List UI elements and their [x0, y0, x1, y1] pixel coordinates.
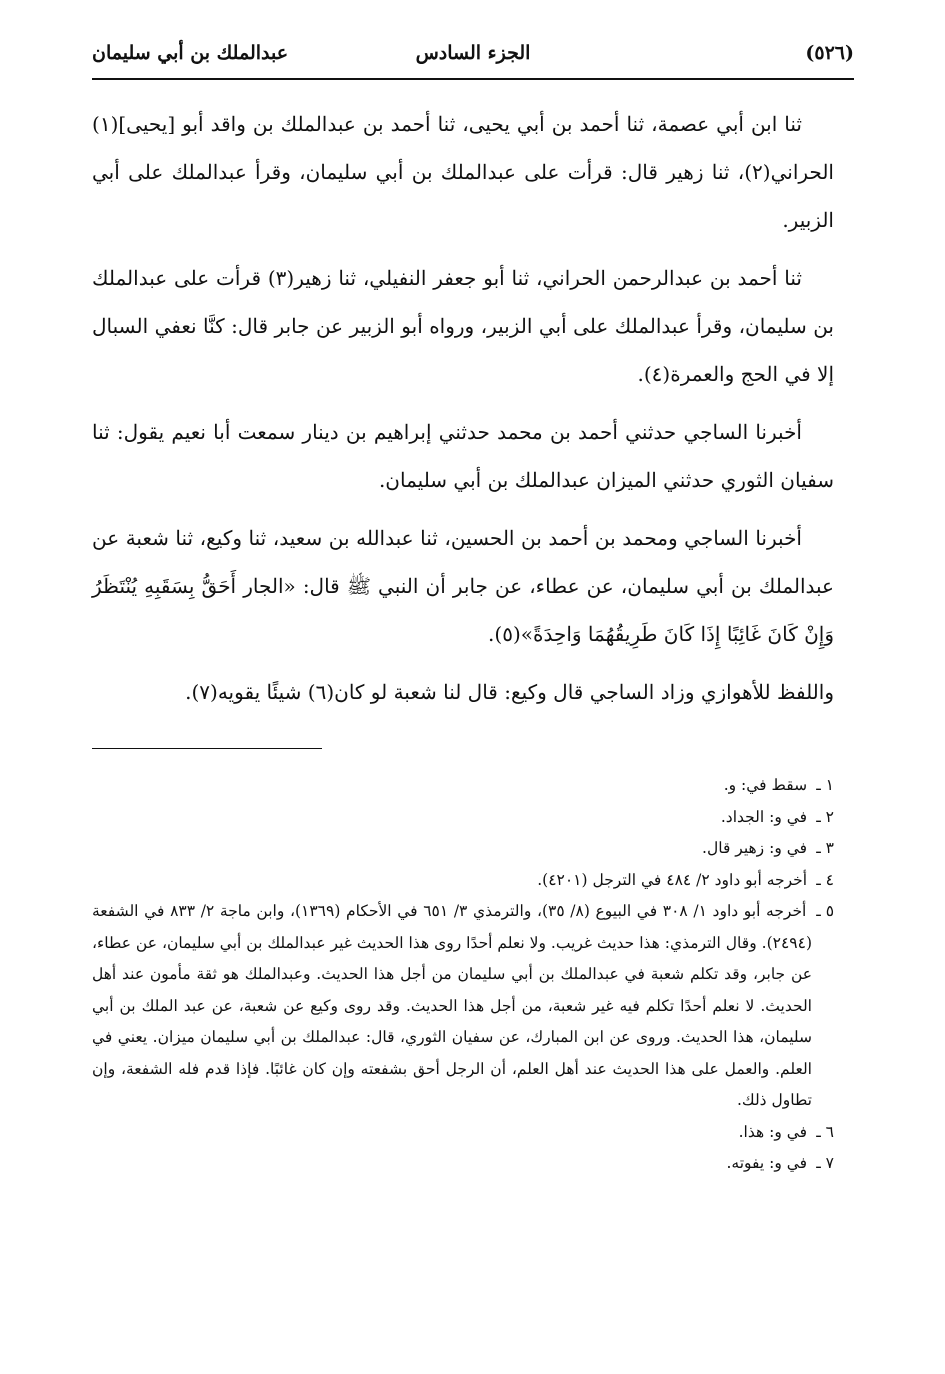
footnote-text: في و: الجداد.: [720, 807, 808, 826]
footnote-number: ٥ ـ: [816, 902, 835, 920]
footnote-1: [92, 770, 834, 802]
paragraph-3: أخبرنا الساجي حدثني أحمد بن محمد حدثني إبراهيم بن دينار سمعت أبا نعيم يقول: ثنا سفيان الثوري حدثني الميزان عبدالملك بن أبي سليمان.: [92, 420, 834, 492]
footnote-3: [92, 833, 834, 865]
footnote-5: [92, 896, 834, 1117]
paragraph-5: واللفظ للأهوازي وزاد الساجي قال وكيع: قال لنا شعبة لو كان(٦) شيئًا يقويه(٧).: [185, 680, 834, 704]
footnote-6: [92, 1117, 834, 1149]
footnote-number: ٣ ـ: [816, 839, 834, 857]
footnote-text: أخرجه أبو داود ٢/ ٤٨٤ في الترجل (٤٢٠١).: [537, 870, 808, 889]
page-number: (٥٢٦): [805, 42, 854, 64]
part-title: الجزء السادس: [415, 42, 531, 64]
paragraph-2: ثنا أحمد بن عبدالرحمن الحراني، ثنا أبو جعفر النفيلي، ثنا زهير(٣) قرأت على عبدالملك بن سليمان، وقرأ عبدالملك على أبي الزبير، ورواه أبو الزبير عن جابر قال: كنَّا نعفي السبال إلا في الحج والعمرة(٤).: [92, 266, 835, 386]
footnote-text: في و: زهير قال.: [702, 839, 808, 857]
footnote-2: [92, 802, 834, 834]
footnote-text: في و: يفوته.: [726, 1154, 808, 1172]
footnotes: [92, 770, 834, 1180]
header-divider: [92, 78, 854, 80]
footnote-text: سقط في: و.: [723, 776, 808, 794]
page-header: [92, 38, 854, 74]
footnote-text: أخرجه أبو داود ١/ ٣٠٨ في البيوع (٨/ ٣٥)، والترمذي ٣/ ٦٥١ في الأحكام (١٣٦٩)، وابن ماجة ٢/ ٨٣٣ في الشفعة (٢٤٩٤). وقال الترمذي: هذا حديث غريب. ولا نعلم أحدًا روى هذا الحديث غير عبدالملك بن أبي سليمان، عن عطاء، عن جابر، وقد تكلم شعبة في عبدالملك بن أبي سليمان من أجل هذا الحديث. وعبدالملك هو ثقة مأمون عند أهل الحديث. لا نعلم أحدًا تكلم فيه غير شعبة، من أجل هذا الحديث. وقد روى وكيع عن شعبة، عن عبد الملك بن أبي سليمان، هذا الحديث. وروى عن ابن المبارك، عن سفيان الثوري، قال: عبدالملك بن أبي سليمان ميزان. يعني في العلم. والعمل على هذا الحديث عند أهل العلم، أن الرجل أحق بشفعته وإن كان غائبًا. فإذا قدم فله الشفعة، وإن تطاول ذلك.: [92, 902, 812, 1109]
footnote-text: في و: هذا.: [738, 1122, 808, 1141]
footnote-number: ٦ ـ: [816, 1122, 834, 1141]
footnote-number: ٧ ـ: [816, 1154, 834, 1172]
footnote-7: [92, 1148, 834, 1180]
footnote-number: ٢ ـ: [816, 807, 834, 826]
footnote-4: [92, 865, 834, 897]
main-text: [92, 100, 834, 726]
paragraph-1: ثنا ابن أبي عصمة، ثنا أحمد بن أبي يحيى، ثنا أحمد بن عبدالملك بن واقد أبو [يحيى](١) الحراني(٢)، ثنا زهير قال: قرأت على عبدالملك بن أبي سليمان، وقرأ عبدالملك على أبي الزبير.: [92, 112, 834, 232]
footnote-number: ١ ـ: [816, 776, 834, 794]
footnote-number: ٤ ـ: [816, 870, 834, 889]
section-title: عبدالملك بن أبي سليمان: [92, 42, 289, 64]
paragraph-4: أخبرنا الساجي ومحمد بن أحمد بن الحسين، ثنا عبدالله بن سعيد، ثنا وكيع، ثنا شعبة عن عبدالملك بن أبي سليمان، عن عطاء، عن جابر أن النبي ﷺ قال: «الجار أَحَقُّ بِسَقَبِهِ يُنْتَظَرُ وَإِنْ كَانَ غَائِبًا إِذَا كَانَ طَرِيقُهُمَا وَاحِدَةً»(٥).: [92, 526, 834, 646]
footnote-divider: [92, 748, 322, 749]
